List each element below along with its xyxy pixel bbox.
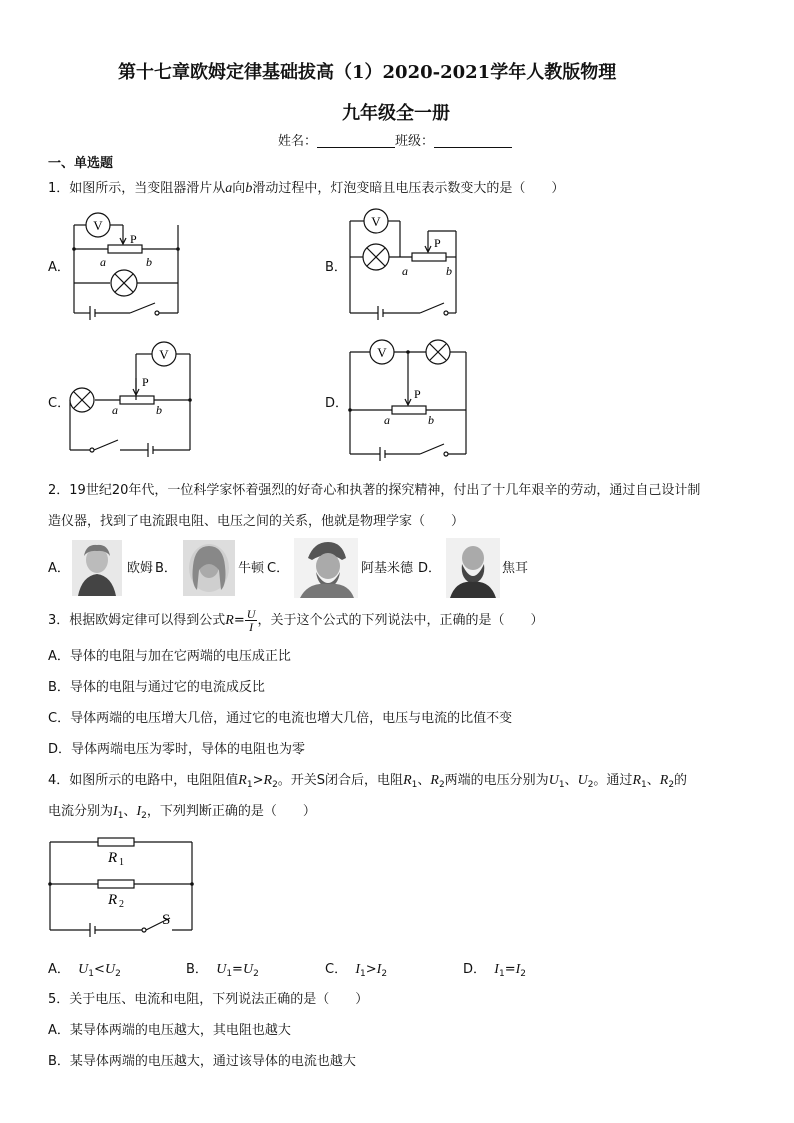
q1b-p-text: P — [434, 236, 441, 250]
q1a-b-text: b — [146, 255, 152, 269]
portrait-ohm — [72, 540, 122, 596]
q5-stem-text: 关于电压、电流和电阻，下列说法正确的是（ ） — [69, 992, 369, 1007]
q3-formula-num: U — [246, 607, 256, 621]
q4-circuit — [44, 834, 204, 944]
q4-l1q: U — [577, 773, 588, 788]
q1-var-a: a — [225, 181, 233, 196]
q1-stem-b: 向 — [232, 181, 246, 196]
q2-line1-text: 19世纪20年代，一位科学家怀着强烈的好奇心和执著的探究精神，付出了十几年艰辛的劳动，通过自己设计制 — [69, 483, 701, 498]
portrait-archimedes — [294, 538, 358, 598]
q1-circuit-a — [60, 205, 190, 320]
q5-option-a: A．某导体两端的电压越大，其电阻也越大 — [48, 1023, 291, 1038]
q1-stem — [48, 179, 564, 199]
q4-option-b — [186, 960, 259, 984]
q1c-v-text: V — [159, 347, 169, 362]
q2-option-a-label: A． — [48, 561, 70, 576]
q3-option-a: A．导体的电阻与加在它两端的电压成正比 — [48, 649, 291, 664]
section-heading: 一、单选题 — [48, 156, 114, 171]
portrait-joule — [446, 538, 500, 598]
q5-stem — [48, 990, 368, 1010]
q4-option-a — [48, 960, 121, 984]
q4-l1f: 2 — [272, 780, 278, 790]
q4-l1p: 、 — [564, 773, 578, 788]
q4-l1r: 2 — [587, 780, 594, 790]
q2-option-b-label: B． — [155, 561, 177, 576]
q2-option-d-name: 焦耳 — [502, 561, 529, 576]
q1-option-a-label: A． — [48, 260, 70, 275]
q4-d-label: D． — [463, 962, 487, 977]
q1a-v-text: V — [93, 218, 103, 233]
q1-circuit-b — [340, 205, 470, 325]
q4-l1w: R — [659, 773, 669, 788]
q4-line2 — [48, 802, 316, 826]
q3-stem — [48, 608, 543, 633]
q4-a-v: U — [78, 962, 89, 977]
q2-option-c-name: 阿基米德 — [361, 561, 414, 576]
q4-b-v: U — [216, 962, 227, 977]
page-title: 第十七章欧姆定律基础拔高（1）2020-2021学年人教版物理 — [118, 62, 617, 83]
q1d-a-text: a — [384, 413, 390, 427]
q1d-v-text: V — [377, 345, 387, 360]
q3-option-c: C．导体两端的电压增大几倍，通过它的电流也增大几倍，电压与电流的比值不变 — [48, 711, 513, 726]
q4-l1e: R — [263, 773, 273, 788]
q1c-a-text: a — [112, 403, 118, 417]
q3-formula-lhs: R — [225, 613, 234, 628]
q4-l1j: 、 — [417, 773, 431, 788]
q4-line1 — [48, 771, 687, 795]
name-class-row — [278, 132, 512, 152]
q4-l2e: I — [136, 804, 142, 819]
q4-s-text: S — [162, 912, 171, 928]
q4-a-s2: 2 — [115, 969, 121, 979]
q1a-p-text: P — [130, 232, 137, 246]
q4-option-c — [325, 960, 387, 984]
q1c-p-text: P — [142, 375, 149, 389]
q2-option-a-name: 欧姆 — [127, 561, 154, 576]
q4-l1o: 1 — [558, 780, 565, 790]
q2-option-d-label: D． — [418, 561, 442, 576]
q4-a-s1: 1 — [88, 969, 95, 979]
class-label: 班级： — [395, 134, 435, 149]
q4-a-v2: U — [104, 962, 116, 977]
q1b-b-text: b — [446, 264, 452, 278]
q4-c-v: I — [355, 962, 361, 977]
q3-option-b: B．导体的电阻与通过它的电流成反比 — [48, 680, 265, 695]
q4-l1y: 的 — [674, 773, 688, 788]
q3-stem-a: 根据欧姆定律可以得到公式 — [69, 613, 226, 628]
q4-r1-text: R — [108, 850, 118, 866]
q4-r1-sub: 1 — [119, 857, 124, 868]
q4-r2-text: R — [108, 892, 118, 908]
q4-b-op: = — [232, 962, 243, 977]
q4-l1n: U — [548, 773, 559, 788]
q3-formula-eq: = — [233, 613, 245, 628]
q4-c-s1: 1 — [360, 969, 366, 979]
q1-option-b-label: B． — [325, 260, 347, 275]
q4-l1u: 1 — [641, 780, 647, 790]
q4-d-s2: 2 — [520, 969, 526, 979]
name-blank[interactable] — [317, 135, 395, 148]
q4-l1x: 2 — [668, 780, 675, 790]
q2-option-c-label: C． — [267, 561, 290, 576]
name-label: 姓名： — [278, 134, 318, 149]
q3-stem-b: ，关于这个公式的下列说法中，正确的是（ ） — [257, 613, 544, 628]
q5-number: 5． — [48, 992, 70, 1007]
q4-b-label: B． — [186, 962, 208, 977]
q4-l2g: ，下列判断正确的是（ ） — [146, 804, 316, 819]
q1-number: 1． — [48, 181, 70, 196]
q4-d-v2: I — [515, 962, 521, 977]
q4-r2-sub: 2 — [119, 899, 124, 910]
q4-l1v: 、 — [646, 773, 660, 788]
q4-l1s: 。通过 — [593, 773, 633, 788]
q1-stem-a: 如图所示，当变阻器滑片从 — [69, 181, 226, 196]
q4-l1g: 。开关S闭合后，电阻 — [277, 773, 404, 788]
q4-option-d — [463, 960, 526, 984]
q4-c-s2: 2 — [381, 969, 388, 979]
q4-l1b: R — [238, 773, 247, 788]
q1-option-d-label: D． — [325, 396, 349, 411]
q4-c-label: C． — [325, 962, 348, 977]
q4-a-label: A． — [48, 962, 70, 977]
q4-d-s1: 1 — [498, 969, 505, 979]
q2-line1 — [48, 481, 700, 501]
q1-circuit-d — [340, 336, 480, 466]
q4-l1i: 1 — [411, 780, 418, 790]
portrait-newton — [183, 540, 235, 596]
q4-d-v: I — [494, 962, 499, 977]
q1c-b-text: b — [156, 403, 162, 417]
q3-number: 3． — [48, 613, 70, 628]
q3-formula-frac — [245, 608, 258, 633]
q2-option-b-name: 牛顿 — [238, 561, 265, 576]
q4-l1l: 2 — [438, 780, 445, 790]
q4-l1h: R — [403, 773, 412, 788]
q1d-b-text: b — [428, 413, 434, 427]
q4-l2f: 2 — [141, 811, 147, 821]
q1d-p-text: P — [414, 387, 421, 401]
q4-l1m: 两端的电压分别为 — [444, 773, 549, 788]
q2-number: 2． — [48, 483, 70, 498]
q1-option-c-label: C． — [48, 396, 71, 411]
q4-l1a: 如图所示的电路中，电阻阻值 — [69, 773, 239, 788]
q4-l1t: R — [632, 773, 641, 788]
q4-b-s2: 2 — [253, 969, 259, 979]
q4-l2b: I — [113, 804, 118, 819]
class-blank[interactable] — [434, 135, 512, 148]
q4-a-op: < — [94, 962, 105, 977]
q4-b-s1: 1 — [226, 969, 233, 979]
q4-l1c: 1 — [246, 780, 253, 790]
q1b-v-text: V — [371, 214, 381, 229]
q1-circuit-c — [60, 338, 200, 463]
q1a-a-text: a — [100, 255, 106, 269]
q4-l2c: 1 — [117, 811, 124, 821]
q4-d-op: = — [504, 962, 516, 977]
q4-l1d: > — [252, 773, 264, 788]
q4-number: 4． — [48, 773, 70, 788]
q3-formula-den: I — [249, 620, 254, 634]
q4-l2d: 、 — [123, 804, 137, 819]
q3-option-d: D．导体两端电压为零时，导体的电阻也为零 — [48, 742, 306, 757]
q4-l1k: R — [430, 773, 439, 788]
q1-var-b: b — [245, 181, 253, 196]
q2-line2: 造仪器，找到了电流跟电阻、电压之间的关系，他就是物理学家（ ） — [48, 514, 465, 529]
q5-option-b: B．某导体两端的电压越大，通过该导体的电流也越大 — [48, 1054, 356, 1069]
q4-l2a: 电流分别为 — [48, 804, 114, 819]
q4-c-v2: I — [376, 962, 382, 977]
q4-b-v2: U — [242, 962, 254, 977]
q1-stem-c: 滑动过程中，灯泡变暗且电压表示数变大的是（ ） — [252, 181, 565, 196]
q1b-a-text: a — [402, 264, 408, 278]
q4-c-op: > — [365, 962, 377, 977]
page-subtitle: 九年级全一册 — [342, 103, 450, 124]
